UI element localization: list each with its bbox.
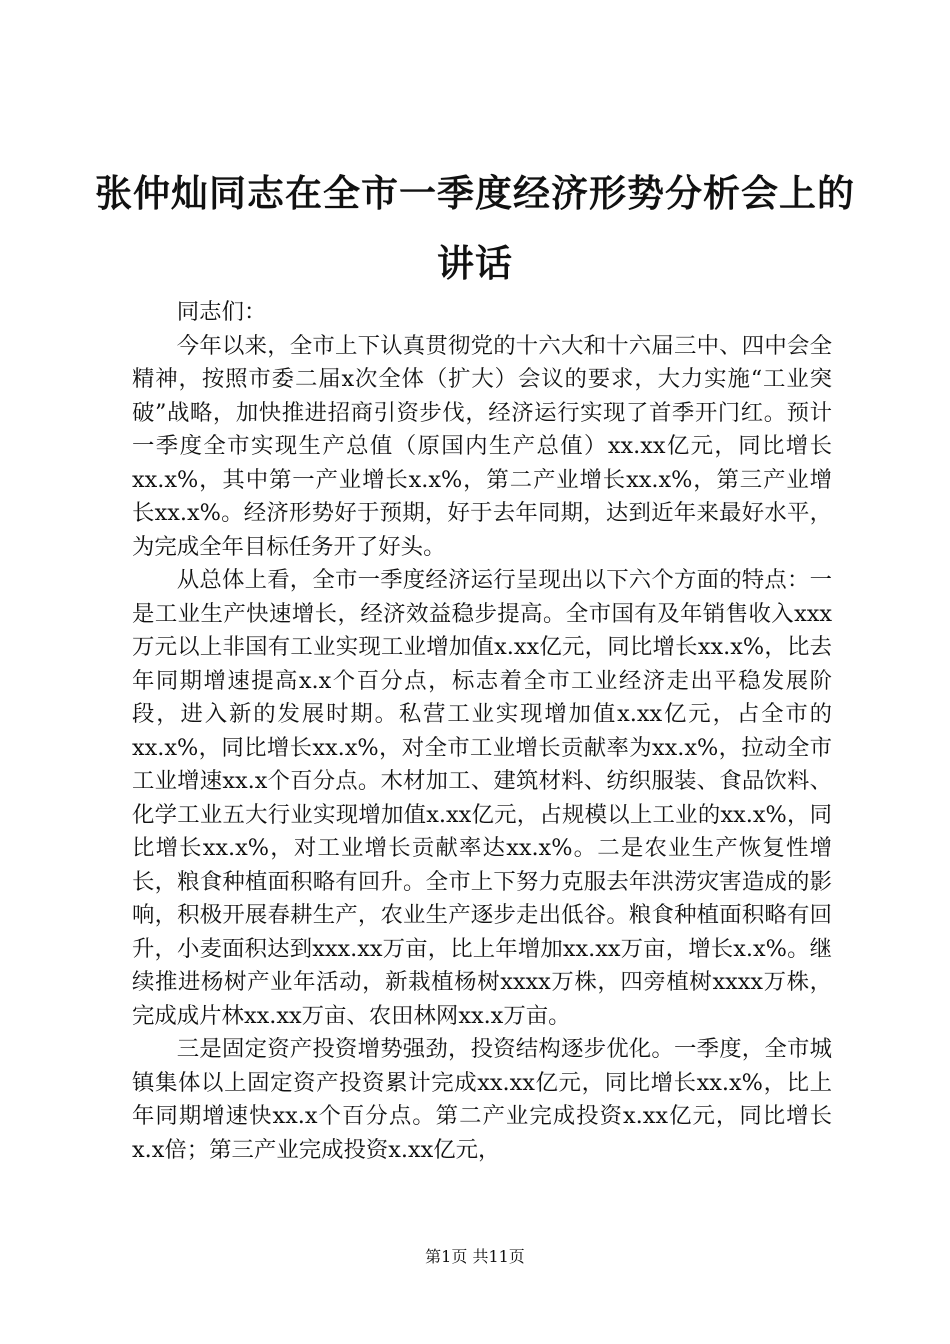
paragraph: 从总体上看，全市一季度经济运行呈现出以下六个方面的特点：一是工业生产快速增长，经济效益稳步提高。全市国有及年销售收入xxx万元以上非国有工业实现工业增加值x.xx亿元，同比增长xx.x%，比去年同期增速提高x.x个百分点，标志着全市工业经济走出平稳发展阶段，进入新的发展时期。私营工业实现增加值x.xx亿元，占全市的xx.x%，同比增长xx.x%，对全市工业增长贡献率为xx.x%，拉动全市工业增速xx.x个百分点。木材加工、建筑材料、纺织服装、食品饮料、化学工业五大行业实现增加值x.xx亿元，占规模以上工业的xx.x%，同比增长xx.x%，对工业增长贡献率达xx.x%。二是农业生产恢复性增长，粮食种植面积略有回升。全市上下努力克服去年洪涝灾害造成的影响，积极开展春耕生产，农业生产逐步走出低谷。粮食种植面积略有回升，小麦面积达到xxx.xx万亩，比上年增加xx.xx万亩，增长x.x%。继续推进杨树产业年活动，新栽植杨树xxxx万株，四旁植树xxxx万株，完成成片林xx.xx万亩、农田林网xx.x万亩。 xyxy=(132,567,832,1029)
paragraph: 今年以来，全市上下认真贯彻党的十六大和十六届三中、四中会全精神，按照市委二届x次全体（扩大）会议的要求，大力实施“工业突破”战略，加快推进招商引资步伐，经济运行实现了首季开门红。预计一季度全市实现生产总值（原国内生产总值）xx.xx亿元，同比增长xx.x%，其中第一产业增长x.x%，第二产业增长xx.x%，第三产业增长xx.x%。经济形势好于预期，好于去年同期，达到近年来最好水平，为完成全年目标任务开了好头。 xyxy=(132,332,832,560)
paragraph: 三是固定资产投资增势强劲，投资结构逐步优化。一季度，全市城镇集体以上固定资产投资累计完成xx.xx亿元，同比增长xx.x%，比上年同期增速快xx.x个百分点。第二产业完成投资x.xx亿元，同比增长x.x倍；第三产业完成投资x.xx亿元， xyxy=(132,1036,832,1163)
greeting: 同志们： xyxy=(176,299,267,325)
page-number-footer: 第1页 共11页 xyxy=(425,1247,525,1266)
document-body xyxy=(132,296,832,1167)
document-title: 张仲灿同志在全市一季度经济形势分析会上的讲话 xyxy=(95,171,855,285)
